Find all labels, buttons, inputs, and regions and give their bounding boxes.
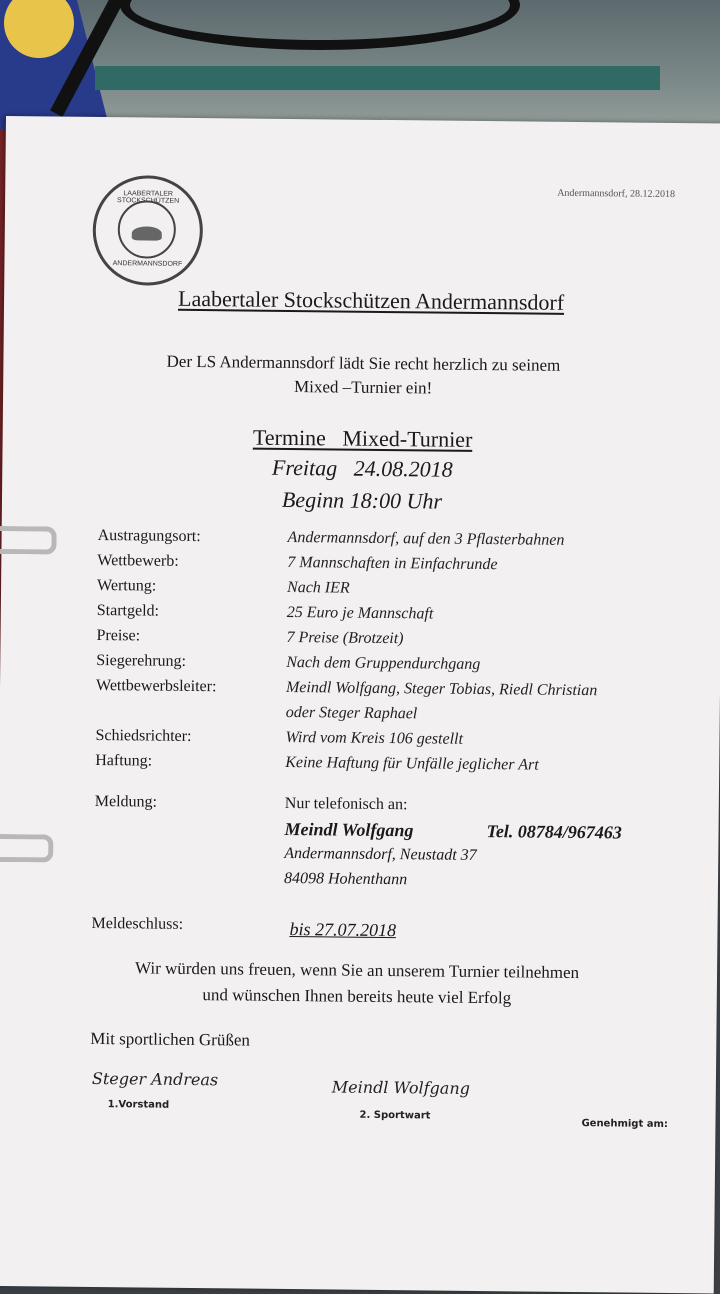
contact-address-line1: Andermannsdorf, Neustadt 37 <box>284 844 477 864</box>
detail-value: Meindl Wolfgang, Steger Tobias, Riedl Christian <box>285 678 598 700</box>
letter-page <box>0 116 720 1293</box>
detail-value: 7 Preise (Brotzeit) <box>286 628 404 648</box>
greeting: Mit sportlichen Grüßen <box>90 1028 251 1050</box>
role-vorstand: 1.Vorstand <box>107 1099 170 1111</box>
registration-label: Meldung: <box>94 792 158 811</box>
closing-line-2: und wünschen Ihnen bereits heute viel Erfolg <box>202 985 512 1008</box>
signature-steger: Steger Andreas <box>91 1068 219 1090</box>
intro-line-1: Der LS Andermannsdorf lädt Sie recht herzlich zu seinem <box>166 351 561 375</box>
detail-label: Schiedsrichter: <box>95 726 192 745</box>
detail-value: Wird vom Kreis 106 gestellt <box>285 728 464 748</box>
logo-text-bottom: ANDERMANNSDORF <box>112 260 183 268</box>
club-logo <box>92 175 203 286</box>
glass-shelf <box>95 66 660 90</box>
place-date: Andermannsdorf, 28.12.2018 <box>557 187 676 201</box>
term-title: Termine Mixed-Turnier <box>252 424 473 452</box>
intro-line-2: Mixed –Turnier ein! <box>293 377 433 398</box>
contact-address-line2: 84098 Hohenthann <box>283 869 408 889</box>
signature-meindl: Meindl Wolfgang <box>331 1077 471 1098</box>
closing-line-1: Wir würden uns freuen, wenn Sie an unserem Turnier teilnehmen <box>134 958 580 983</box>
registration-block <box>94 792 720 889</box>
detail-label: Wettbewerbsleiter: <box>95 676 217 696</box>
deadline-label: Meldeschluss: <box>91 914 184 933</box>
detail-value: Nach IER <box>286 578 350 597</box>
approval-label: Genehmigt am: <box>581 1118 668 1130</box>
stock-icon <box>132 226 162 240</box>
detail-label <box>96 702 286 729</box>
detail-label: Haftung: <box>95 751 153 770</box>
detail-label: Startgeld: <box>96 601 160 620</box>
deadline-value: bis 27.07.2018 <box>289 919 397 941</box>
logo-inner-ring <box>118 200 177 259</box>
invitation-text <box>63 349 663 403</box>
contact-name: Meindl Wolfgang <box>284 818 414 841</box>
detail-row <box>95 752 720 784</box>
detail-value: Nach dem Gruppendurchgang <box>286 653 481 673</box>
term-date: Freitag 24.08.2018 <box>271 454 453 482</box>
detail-label: Siegerehrung: <box>96 651 187 670</box>
term-begin: Beginn 18:00 Uhr <box>281 486 443 514</box>
binder-ring-bottom <box>0 834 53 863</box>
detail-label: Wettbewerb: <box>97 551 179 570</box>
role-sportwart: 2. Sportwart <box>359 1109 431 1122</box>
binder-ring-top <box>0 526 57 555</box>
detail-value: 7 Mannschaften in Einfachrunde <box>287 553 498 574</box>
detail-label: Austragungsort: <box>97 526 201 546</box>
detail-value: 25 Euro je Mannschaft <box>286 603 434 623</box>
detail-value: Andermannsdorf, auf den 3 Pflasterbahnen <box>287 528 565 549</box>
detail-label: Preise: <box>96 626 141 645</box>
detail-value: Keine Haftung für Unfälle jeglicher Art <box>285 753 539 774</box>
closing-text <box>57 955 658 1013</box>
logo-text-top: LAABERTALER STOCKSCHÜTZEN <box>117 190 180 205</box>
cable <box>120 0 520 50</box>
detail-value: oder Steger Raphael <box>285 703 418 723</box>
detail-label: Wertung: <box>96 576 157 595</box>
details-list <box>95 527 720 784</box>
club-name-heading: Laabertaler Stockschützen Andermannsdorf <box>177 285 565 315</box>
contact-phone: Tel. 08784/967463 <box>486 821 622 843</box>
registration-intro: Nur telefonisch an: <box>284 794 408 814</box>
